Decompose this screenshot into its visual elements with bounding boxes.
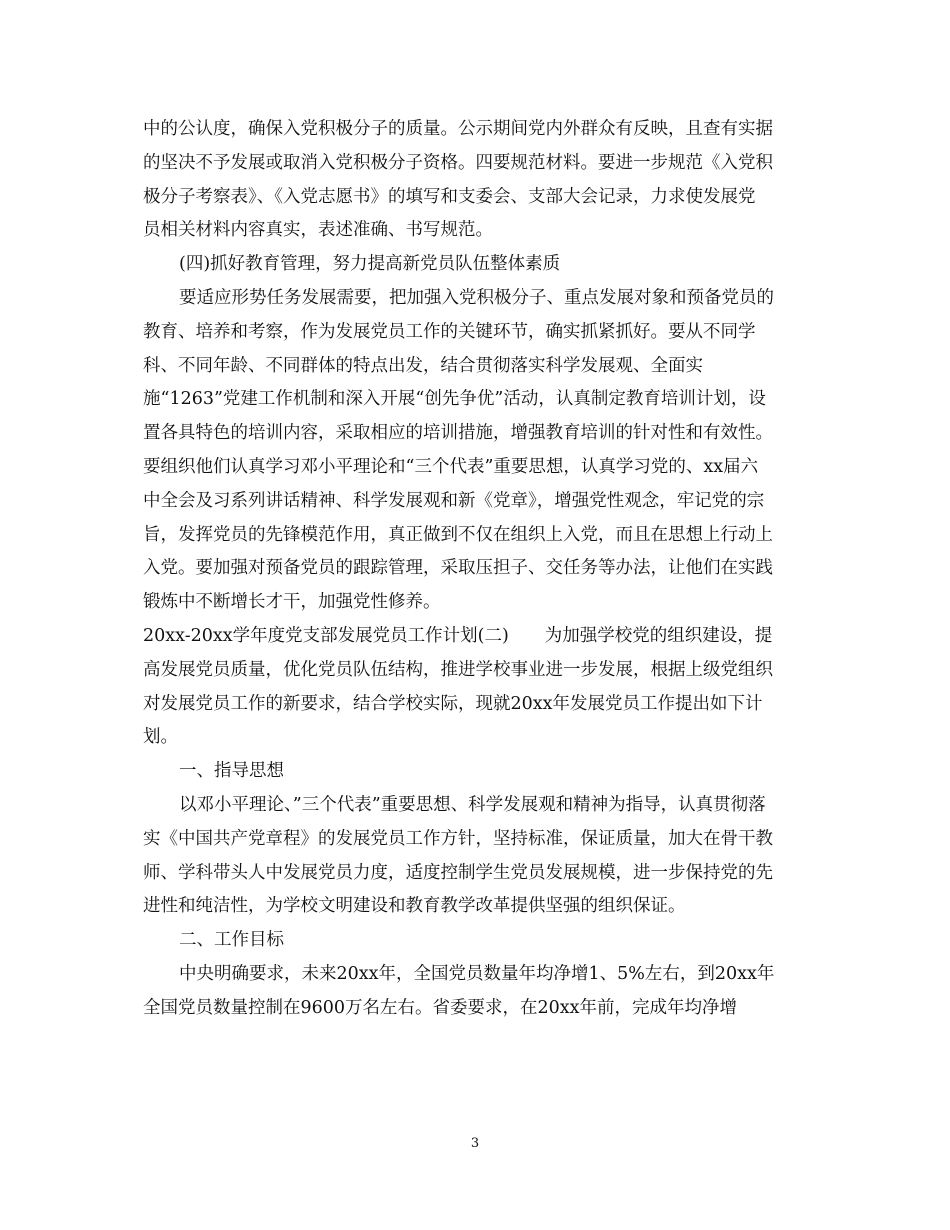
page-number: 3 — [470, 1136, 480, 1151]
paragraph-guiding-thought — [143, 789, 811, 924]
text-line: 高发展党员质量，优化党员队伍结构，推进学校事业进一步发展，根据上级党组织 — [143, 659, 773, 680]
text-line: 的坚决不予发展或取消入党积极分子资格。四要规范材料。要进一步规范《入党积 — [143, 152, 773, 173]
document-heading: 20xx-20xx学年度党支部发展党员工作计划(二) — [143, 625, 509, 646]
document-body — [143, 113, 811, 1026]
text-line: 全国党员数量控制在9600万名左右。省委要求，在20xx年前，完成年均净增 — [143, 997, 738, 1018]
text-line: 旨，发挥党员的先锋模范作用，真正做到不仅在组织上入党，而且在思想上行动上 — [143, 524, 773, 545]
text-line: 实《中国共产党章程》的发展党员工作方针，坚持标准，保证质量，加大在骨干教 — [143, 828, 773, 849]
text-line: 入党。要加强对预备党员的跟踪管理，采取压担子、交任务等办法，让他们在实践 — [143, 558, 773, 579]
text-line: 一、指导思想 — [179, 761, 284, 782]
text-line: (四)抓好教育管理，努力提高新党员队伍整体素质 — [179, 254, 561, 275]
text-line: 置各具特色的培训内容，采取相应的培训措施，增强教育培训的针对性和有效性。 — [143, 423, 773, 444]
text-line: 要适应形势任务发展需要，把加强入党积极分子、重点发展对象和预备党员的 — [179, 287, 774, 308]
section-heading-guiding-thought — [143, 755, 811, 789]
text-line: 师、学科带头人中发展党员力度，适度控制学生党员发展规模，进一步保持党的先 — [143, 862, 773, 883]
text-line: 二、工作目标 — [179, 930, 284, 951]
text-line: 要组织他们认真学习邓小平理论和“三个代表”重要思想，认真学习党的、xx届六 — [143, 456, 759, 477]
text-line: 对发展党员工作的新要求，结合学校实际，现就20xx年发展党员工作提出如下计 — [143, 693, 763, 714]
text-line: 施“1263”党建工作机制和深入开展“创先争优”活动，认真制定教育培训计划，设 — [143, 389, 766, 410]
text-line: 教育、培养和考察，作为发展党员工作的关键环节，确实抓紧抓好。要从不同学 — [143, 321, 756, 342]
text-line: 锻炼中不断增长才干，加强党性修养。 — [143, 592, 441, 613]
text-line: 中央明确要求，未来20xx年，全国党员数量年均净增1、5%左右，到20xx年 — [179, 963, 775, 984]
text-line: 员相关材料内容真实，表述准确、书写规范。 — [143, 220, 493, 241]
text-line: 进性和纯洁性，为学校文明建设和教育教学改革提供坚强的组织保证。 — [143, 896, 686, 917]
section-heading-work-goals — [143, 924, 811, 958]
text-line: 中全会及习系列讲话精神、科学发展观和新《党章》，增强党性观念，牢记党的宗 — [143, 490, 765, 511]
text-line: 划。 — [143, 727, 178, 748]
text-line-content: 为加强学校党的组织建设，提 — [544, 625, 773, 646]
paragraph-education — [143, 282, 811, 620]
paragraph-work-goals — [143, 958, 811, 1026]
section-heading-four — [143, 248, 811, 282]
text-line: 极分子考察表》、《入党志愿书》的填写和支委会、支部大会记录，力求使发展党 — [143, 186, 756, 207]
paragraph-1 — [143, 113, 811, 248]
text-line: 科、不同年龄、不同群体的特点出发，结合贯彻落实科学发展观、全面实 — [143, 355, 703, 376]
text-line — [143, 620, 811, 654]
text-line: 以邓小平理论、”三个代表”重要思想、科学发展观和精神为指导，认真贯彻落 — [179, 794, 766, 815]
text-line: 中的公认度，确保入党积极分子的质量。公示期间党内外群众有反映，且查有实据 — [143, 119, 773, 139]
paragraph-plan-two — [143, 620, 811, 755]
